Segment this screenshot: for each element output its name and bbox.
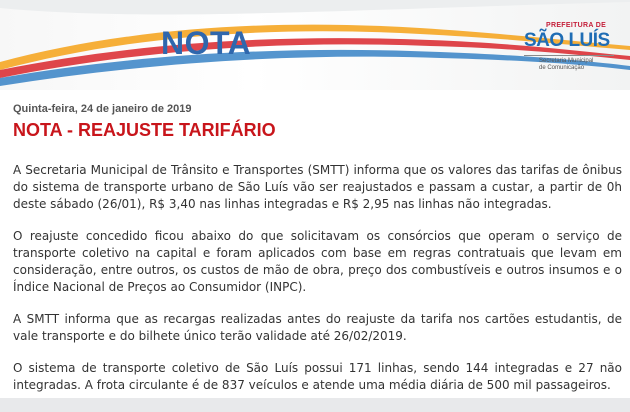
publication-date: Quinta-feira, 24 de janeiro de 2019 [13,103,192,115]
article-paragraph: A Secretaria Municipal de Trânsito e Transportes (SMTT) informa que os valores das tarifas de ônibus do sistema de transporte urbano de São Luís vão ser reajustados e passam a custar, a partir de 0h deste sábado (26/01), R$ 3,40 nas linhas integradas e R$ 2,95 nas linhas não integradas. [13,163,622,211]
header-banner [0,0,630,90]
logo-divider [524,55,614,56]
article-title: NOTA - REAJUSTE TARIFÁRIO [13,120,276,140]
logo-top-text: PREFEITURA DE [546,22,607,29]
article-paragraph: O reajuste concedido ficou abaixo do que solicitavam os consórcios que operam o serviço de transporte coletivo na capital e foram aplicados com base em regras contratuais que levam em consideração, entre outros, os custos de mão de obra, preço dos combustíveis e outros insumos e o Índice Nacional de Preços ao Consumidor (INPC). [13,229,622,294]
logo-subtitle-line2: de Comunicação [539,65,585,71]
logo-main-text: SÃO LUÍS [524,30,610,51]
logo-subtitle [539,58,593,72]
article-paragraph: A SMTT informa que as recargas realizadas antes do reajuste da tarifa nos cartões estudantis, de vale transporte e do bilhete único terão validade até 26/02/2019. [13,312,622,343]
footer-band [0,398,630,412]
header-title: NOTA [161,25,252,61]
city-hall-logo [524,22,614,82]
logo-subtitle-line1: Secretaria Municipal [539,58,594,64]
article-paragraph: O sistema de transporte coletivo de São Luís possui 171 linhas, sendo 144 integradas e 27 não integradas. A frota circulante é de 837 veículos e atende uma média diária de 500 mil passageiros. [13,361,622,392]
article-body [13,162,622,409]
